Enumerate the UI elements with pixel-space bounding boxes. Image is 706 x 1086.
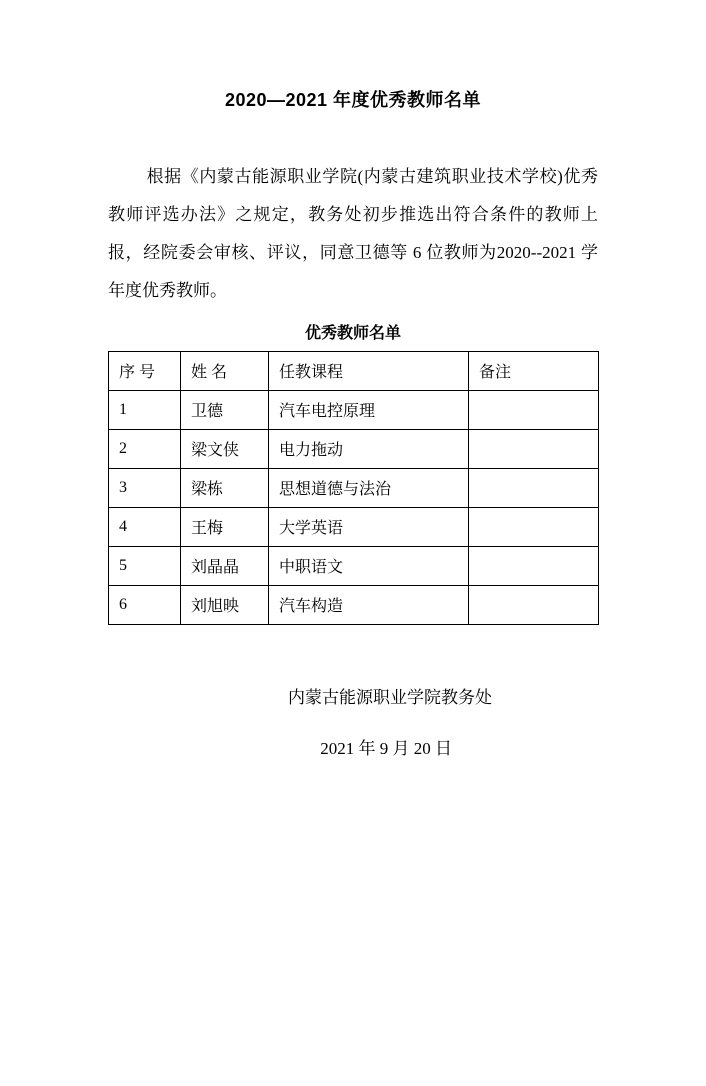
cell-index: 4: [109, 508, 181, 547]
cell-name: 刘旭映: [181, 586, 269, 625]
cell-course: 大学英语: [269, 508, 469, 547]
table-title: 优秀教师名单: [304, 325, 401, 342]
table-row: [109, 586, 599, 625]
document-paragraph: [108, 158, 598, 310]
column-header-name: 姓 名: [181, 352, 269, 391]
cell-name: 刘晶晶: [181, 547, 269, 586]
cell-index: 1: [109, 391, 181, 430]
cell-remark: [469, 547, 599, 586]
table-row: [109, 469, 599, 508]
cell-name: 卫德: [181, 391, 269, 430]
teacher-roster-table: [108, 351, 599, 625]
cell-course: 汽车构造: [269, 586, 469, 625]
cell-remark: [469, 469, 599, 508]
cell-course: 电力拖动: [269, 430, 469, 469]
table-row: [109, 547, 599, 586]
table-row: [109, 508, 599, 547]
cell-remark: [469, 430, 599, 469]
cell-remark: [469, 391, 599, 430]
column-header-course: 任教课程: [269, 352, 469, 391]
cell-remark: [469, 508, 599, 547]
paragraph-text: 根据《内蒙古能源职业学院(内蒙古建筑职业技术学校)优秀教师评选办法》之规定，教务处初步推选出符合条件的教师上报，经院委会审核、评议，同意卫德等 6 位教师为2020--2021 学年度优秀教师。: [108, 167, 598, 300]
cell-index: 2: [109, 430, 181, 469]
cell-name: 梁栋: [181, 469, 269, 508]
table-row: [109, 391, 599, 430]
cell-name: 梁文侠: [181, 430, 269, 469]
signature-date: 2021 年 9 月 20 日: [320, 739, 452, 758]
cell-course: 汽车电控原理: [269, 391, 469, 430]
cell-name: 王梅: [181, 508, 269, 547]
signature-organization: 内蒙古能源职业学院教务处: [288, 688, 492, 707]
document-page: [0, 86, 706, 1086]
cell-course: 中职语文: [269, 547, 469, 586]
page-title: 2020—2021 年度优秀教师名单: [224, 90, 482, 110]
table-header-row: [109, 352, 599, 391]
cell-index: 3: [109, 469, 181, 508]
cell-index: 6: [109, 586, 181, 625]
cell-remark: [469, 586, 599, 625]
table-row: [109, 430, 599, 469]
cell-index: 5: [109, 547, 181, 586]
column-header-index: 序 号: [109, 352, 181, 391]
cell-course: 思想道德与法治: [269, 469, 469, 508]
column-header-remark: 备注: [469, 352, 599, 391]
